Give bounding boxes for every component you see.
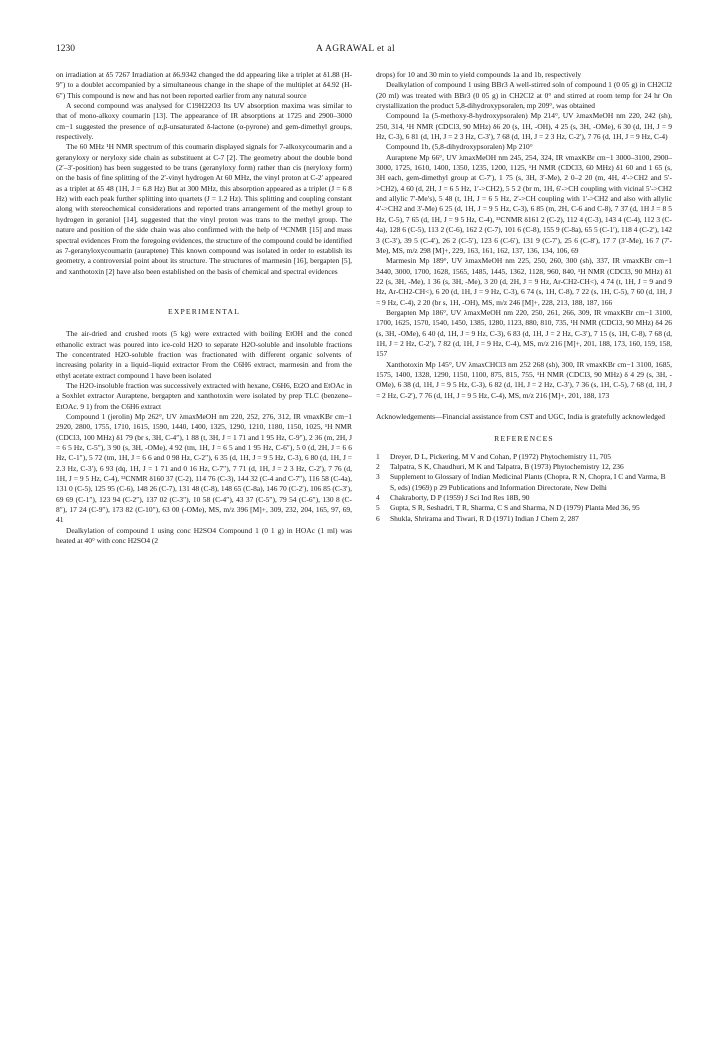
body-paragraph: The 60 MHz ¹H NMR spectrum of this coumarin displayed signals for 7-alkoxycoumarin and a geranyloxy or neryloxy side chain as substituent at C-7 [2]. The geometry about the double bond (2′–3′-position) has been suggested to be trans (geranyloxy form) rather than cis (neryloxy form) on the basis of fine splitting of the 2′-vinyl hydrogen At 60 MHz, the vinyl proton at C-2′ appeared as a triplet at δ5 48 (1H, J = 6.8 Hz) But at 300 MHz, this absorption appeared as a triplet (J = 6 8 Hz) with each peak further splitting into quartets (J = 1.2 Hz). This splitting and coupling constant along with stereochemical considerations and reported trans arrangement of the methyl group to hydrogen in geraniol [14], suggested that the vinyl proton was trans to the methyl group. The nature and position of the side chain was also confirmed with the help of ¹³CNMR [15] and mass spectral evidences From the foregoing evidences, the structure of the compound could be identified as 7-geranyloxycoumarin (auraptene) This known compound was isolated in order to establish its geometry, a controversial point about its structure. The structures of marmesin [16], bergapten [5], and xanthotoxin [2] have also been established on the basis of chemical and spectral evidences xyxy=(56,142,352,276)
compound-data-paragraph: Compound 1 (jerolin) Mp 262°, UV λmaxMeOH nm 220, 252, 276, 312, IR νmaxKBr cm−1 2920, 2800, 1755, 1710, 1615, 1590, 1440, 1400, 1325, 1290, 1210, 1180, 1150, 1025, ¹H NMR (CDCl3, 100 MHz) δ1 79 (br s, 3H, C-4″), 1 88 (t, 3H, J = 1 71 and 1 95 Hz, C-9″), 2 36 (m, 2H, J = 6 5 Hz, C-5″), 3 90 (s, 3H, -OMe), 4 92 (tm, 1H, J = 6 5 and 1 95 Hz, C-6″), 5 0 (d, 2H, J = 6 6 Hz, C-1″), 5 72 (tm, 1H, J = 6 6 and 0 98 Hz, C-2″), 6 35 (d, 1H, J = 9 5 Hz, C-3), 6 80 (d, 1H, J = 2.3 Hz, C-3′), 6 93 (dq, 1H, J = 1 71 and 0 16 Hz, C-7″), 7 71 (d, 1H, J = 2 3 Hz, C-2′), 7 76 (d, 1H, J = 9 5 Hz, C-4), ¹³CNMR δ160 37 (C-2), 114 76 (C-3), 144 32 (C-4 and C-7″), 116 58 (C-4a), 131 0 (C-5), 125 95 (C-6), 148 26 (C-7), 131 48 (C-8), 148 65 (C-8a), 146 70 (C-2′), 106 85 (C-3′), 69 69 (C-1″), 123 94 (C-2″), 137 02 (C-3″), 10 58 (C-4″), 43 37 (C-5″), 79 54 (C-6″), 130 8 (C-8″), 17 24 (C-9″), 173 82 (C-10″), 63 00 (-OMe), MS, m/z 396 [M]+, 309, 232, 204, 165, 97, 69, 41 xyxy=(56,411,352,525)
left-column xyxy=(56,70,352,546)
reference-text: Gupta, S R, Seshadri, T R, Sharma, C S and Sharma, N D (1979) Planta Med 36, 95 xyxy=(390,503,640,513)
reference-item xyxy=(376,514,672,524)
reference-item xyxy=(376,503,672,513)
reference-number: 5 xyxy=(376,503,380,513)
reference-item xyxy=(376,472,672,493)
reference-number: 1 xyxy=(376,451,380,461)
right-column xyxy=(376,70,672,524)
reference-number: 2 xyxy=(376,462,380,472)
body-paragraph: on irradiation at δ5 7267 Irradiation at δ6.9342 changed the dd appearing like a triplet at δ1.88 (H-9″) to a doublet accompanied by a simultaneous change in the shape of the multiplet at δ4.92 (H-6″) This compound is new and has not been reported earlier from any natural source xyxy=(56,70,352,100)
compound-data-paragraph: Auraptene Mp 66°, UV λmaxMeOH nm 245, 254, 324, IR νmaxKBr cm−1 3000–3100, 2900–3000, 1725, 1610, 1400, 1350, 1235, 1200, 1125, ¹H NMR (CDCl3, 60 MHz) δ1 60 and 1 65 (s, 3H each, gem-dimethyl group at C-7′), 1 75 (s, 3H, 3′-Me), 2 0–2 20 (m, 4H, 4′->CH2 and 5′->CH2), 4 60 (d, 2H, J = 6 5 Hz, 1′->CH2), 5 5 2 (br m, 1H, 6′->CH coupling with vicinal 5′->CH2 and allylic 7′-Me′s), 5 48 (t, 1H, J = 6 5 Hz, 2′->CH coupling with 1′->CH2 and also with allylic 4′->CH2 and 3′-Me) 6 25 (d, 1H, J = 9 5 Hz, C-3), 6 85 (m, 2H, C-6 and C-8), 7 37 (d, 1H J = 8 5 Hz, C-5), 7 65 (d, 1H, J = 9 5 Hz, C-4), ¹³CNMR δ161 2 (C-2), 112 4 (C-3), 143 4 (C-4), 112 3 (C-4a), 128 6 (C-5), 113 2 (C-6), 162 2 (C-7), 101 6 (C-8), 155 9 (C-8a), 65 5 (C-1′), 118 4 (C-2′), 142 3 (C-3′), 39 5 (C-4′), 26 2 (C-5′), 123 6 (C-6′), 131 9 (C-7′), 25 6 (C-8′), 17 7 (3′-Me), 16 7 (7′-Me), MS, m/z 298 [M]+, 229, 163, 161, 162, 137, 136, 134, 106, 69 xyxy=(376,152,672,255)
compound-data-paragraph: Xanthotoxin Mp 145°, UV λmaxCHCl3 nm 252 268 (sh), 300, IR νmaxKBr cm−1 3100, 1685, 1575, 1400, 1328, 1290, 1150, 1100, 875, 815, 755, ¹H NMR (CDCl3, 90 MHz) δ 4 29 (s, 3H, -OMe), 6 38 (d, 1H, J = 9 5 Hz, C-3), 6 82 (d, 1H, J = 2 Hz, C-3′), 7 36 (s, 1H, C-5), 7 68 (d, 1H, J = 2 Hz, C-2′), 7 76 (d, 1H, J = 9 5 Hz, C-4), MS, m/z 216 [M]+, 201, 188, 173 xyxy=(376,359,672,400)
reference-item xyxy=(376,462,672,472)
compound-data-paragraph: Bergapten Mp 186°, UV λmaxMeOH nm 220, 250, 261, 266, 309, IR νmaxKBr cm−1 3100, 1700, 1625, 1570, 1540, 1450, 1385, 1280, 1123, 880, 810, 735, ¹H NMR (CDCl3, 90 MHz) δ4 26 (s, 3H, -OMe), 6 40 (d, 1H, J = 9 Hz, C-3), 6 83 (d, 1H, J = 2 Hz, C-3′), 7 15 (s, 1H, C-8), 7 68 (d, 1H, J = 2 Hz, C-2′), 7 82 (d, 1H, J = 9 Hz, C-4), MS, m/z 216 [M]+, 201, 188, 173, 160, 159, 158, 157 xyxy=(376,307,672,359)
reference-item xyxy=(376,493,672,503)
procedure-paragraph: Dealkylation of compound 1 using BBr3 A well-stirred soln of compound 1 (0 05 g) in CH2Cl2 (20 ml) was treated with BBr3 (0 05 g) in CH2Cl2 at 0° and stirred at room temp for 24 hr On crystallization the product 5,8-dihydroxypsoralen, mp 209°, was obtained xyxy=(376,80,672,111)
compound-data-paragraph: Marmesin Mp 189°, UV λmaxMeOH nm 225, 250, 260, 300 (sh), 337, IR νmaxKBr cm−1 3440, 3000, 1700, 1628, 1565, 1485, 1445, 1362, 1128, 960, 840, ¹H NMR (CDCl3, 90 MHz) δ1 22 (s, 3H, -Me), 1 36 (s, 3H, -Me), 3 20 (d, 2H, J = 9 Hz, Ar-CH2-CH<), 4 74 (t, 1H, J = 9 and 9 Hz, Ar-CH2-CH<), 6 20 (d, 1H, J = 9 Hz, C-3), 6 74 (s, 1H, C-8), 7 22 (s, 1H, C-5), 7 60 (d, 1H, J = 9 Hz, C-4), 2 20 (br s, 1H, -OH), MS, m/z 246 [M]+, 228, 213, 188, 187, 166 xyxy=(376,256,672,307)
body-paragraph: drops) for 10 and 30 min to yield compounds 1a and 1b, respectively xyxy=(376,70,582,79)
page-number: 1230 xyxy=(56,44,75,54)
reference-list xyxy=(376,452,672,524)
experimental-paragraph: The H2O-insoluble fraction was successively extracted with hexane, C6H6, Et2O and EtOAc in a Soxhlet extractor Auraptene, bergapten and xanthotoxin were isolated by prep TLC (benzene–EtOAc. 9 1) from the C6H6 extract xyxy=(56,380,352,411)
reference-number: 3 xyxy=(376,472,380,482)
experimental-paragraph: The air-dried and crushed roots (5 kg) were extracted with boiling EtOH and the concd ethanolic extract was poured into ice-cold H2O to separate H2O-soluble and insoluble fractions The concentrated H2O-soluble fraction was fractionated with different organic solvents of increasing polarity in a liquid–liquid extractor From the C6H6 extract, marmesin and from the ethyl acetate extract compound 1 have been isolated xyxy=(56,329,352,380)
reference-text: Supplement to Glossary of Indian Medicinal Plants (Chopra, R N, Chopra, I C and Varma, B S, eds) (1969) p 29 Publications and Information Directorate, New Delhi xyxy=(390,472,666,492)
procedure-paragraph: Dealkylation of compound 1 using conc H2SO4 Compound 1 (0 1 g) in HOAc (1 ml) was heated at 40° with conc H2SO4 (2 xyxy=(56,525,352,546)
compound-data-paragraph: Compound 1b, (5,8-dihydroxypsoralen) Mp 210° xyxy=(386,142,533,152)
running-head: A AGRAWAL et al xyxy=(316,44,396,54)
reference-text: Talpatra, S K, Chaudhuri, M K and Talpatra, B (1973) Phytochemistry 12, 236 xyxy=(390,462,624,472)
body-paragraph: A second compound was analysed for C19H22O3 Its UV absorption maxima was similar to that of mono-alkoxy coumarin [13]. The appearance of IR absorptions at 1725 and 2900–3000 cm−1 suggested the presence of α,β-unsaturated δ-lactone (α-pyrone) and gem-dimethyl groups, respectively. xyxy=(56,101,352,142)
references-heading: REFERENCES xyxy=(494,434,554,444)
experimental-heading: EXPERIMENTAL xyxy=(167,306,240,316)
compound-data-paragraph: Compound 1a (5-methoxy-8-hydroxypsoralen) Mp 214°, UV λmaxMeOH nm 220, 242 (sh), 250, 314, ¹H NMR (CDCl3, 90 MHz) δ6 20 (s, 1H, -OH), 4 25 (s, 3H, -OMe), 6 30 (d, 1H, J = 9 Hz, C-3), 6 81 (d, 1H, J = 2 3 Hz, C-3′), 7 68 (d, 1H, J = 2 3 Hz, C-2′), 7 76 (d, 1H, J = 9 Hz, C-4) xyxy=(376,111,672,142)
reference-text: Shukla, Shrirama and Tiwari, R D (1971) Indian J Chem 2, 287 xyxy=(390,513,579,523)
reference-text: Dreyer, D L, Pickering, M V and Cohan, P (1972) Phytochemistry 11, 705 xyxy=(390,451,611,461)
acknowledgements: Acknowledgements—Financial assistance from CST and UGC, India is gratefully acknowledged xyxy=(376,412,666,421)
reference-number: 6 xyxy=(376,513,380,523)
reference-number: 4 xyxy=(376,493,380,503)
reference-item xyxy=(376,452,672,462)
reference-text: Chakraborty, D P (1959) J Sci Ind Res 18B, 90 xyxy=(390,493,530,503)
